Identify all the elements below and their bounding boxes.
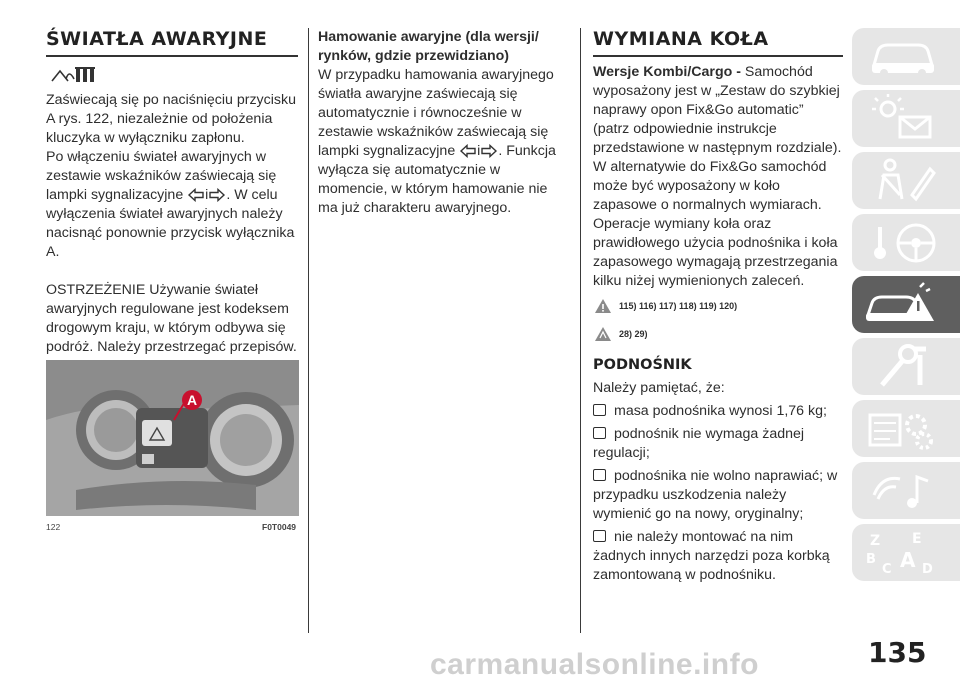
column-divider-2 <box>580 28 581 633</box>
emergency-braking-heading: Hamowanie awaryjne (dla wersji/ rynków, gdzie przewidziano) <box>318 29 539 64</box>
section-title-wheel-change: WYMIANA KOŁA <box>593 28 843 57</box>
svg-text:E: E <box>912 531 922 547</box>
wheel-change-lead: Wersje Kombi/Cargo - <box>593 64 741 80</box>
jack-intro: Należy pamiętać, że: <box>593 380 725 396</box>
warning-lights-icon <box>860 93 952 143</box>
tab-warning-lights[interactable] <box>852 90 960 147</box>
callout-label-a: A <box>186 392 198 408</box>
seatbelt-airbag-icon <box>860 155 952 205</box>
list-item-text: podnośnik nie wymaga żadnej regulacji; <box>593 426 805 461</box>
tab-safety[interactable] <box>852 152 960 209</box>
svg-text:D: D <box>922 562 933 577</box>
turn-right-arrow-icon <box>480 144 498 158</box>
dashboard-vents-illustration <box>46 360 299 516</box>
watermark: carmanualsonline.info <box>430 648 759 681</box>
checkbox-bullet-icon <box>593 404 606 416</box>
emergency-braking-and: i <box>477 143 481 159</box>
wrench-icon <box>860 341 952 391</box>
list-item-text: nie należy montować na nim żadnych innych narzędzi poza korbką zamontowaną w podnośniku. <box>593 529 830 583</box>
column-hazard-lights <box>46 28 298 357</box>
emergency-braking-paragraph-end: . Funkcja wyłącza się automatycznie w momencie, w którym hamowanie nie ma już charakteru awaryjnego. <box>318 143 556 216</box>
warning-refs-1: 115) 116) 117) 118) 119) 120) <box>619 301 738 311</box>
hazard-button-icon <box>46 65 106 87</box>
tab-index[interactable] <box>852 524 960 581</box>
steering-wheel-icon <box>860 217 952 267</box>
svg-text:Z: Z <box>870 533 881 549</box>
checkbox-bullet-icon <box>593 530 606 542</box>
column-emergency-braking <box>318 28 568 218</box>
warning-refs-row-2 <box>593 325 843 347</box>
turn-left-arrow-icon <box>459 144 477 158</box>
list-item <box>593 402 843 421</box>
figure-code: F0T0049 <box>262 522 297 532</box>
settings-gears-icon <box>860 403 952 453</box>
warning-refs-row-1 <box>593 297 843 319</box>
caution-hand-icon <box>593 325 613 343</box>
emergency-braking-paragraph <box>318 66 568 218</box>
tab-emergency[interactable] <box>852 276 960 333</box>
tab-starting-driving[interactable] <box>852 214 960 271</box>
column-divider-1 <box>308 28 309 633</box>
hazard-icon-row <box>46 61 298 91</box>
section-title-hazard-lights: ŚWIATŁA AWARYJNE <box>46 28 298 57</box>
list-item <box>593 425 843 463</box>
tab-dashboard[interactable] <box>852 28 960 85</box>
turn-right-arrow-icon <box>208 188 226 202</box>
alphabet-index-icon <box>860 527 952 577</box>
hazard-paragraph-2-start: Po włączeniu świateł awaryjnych w zestawie wskaźników zaświecają się lampki sygnalizacyjne <box>46 149 277 203</box>
hazard-switch-photo <box>46 360 299 516</box>
hazard-warning-paragraph: OSTRZEŻENIE Używanie świateł awaryjnych regulowane jest kodeksem drogowym kraju, w którym odbywa się podróż. Należy przestrzegać przepisów. <box>46 282 297 355</box>
checkbox-bullet-icon <box>593 469 606 481</box>
chapter-sidebar <box>852 28 960 586</box>
hazard-paragraph-1: Zaświecają się po naciśnięciu przycisku A rys. 122, niezależnie od położenia kluczyka w wyłączniku zapłonu. <box>46 92 296 146</box>
subsection-title-jack: PODNOŚNIK <box>593 357 692 373</box>
car-dashboard-icon <box>860 31 952 81</box>
column-wheel-change <box>593 28 843 585</box>
wheel-change-body: Samochód wyposażony jest w „Zestaw do szybkiej naprawy opon Fix&Go automatic” (patrz odpowiednie instrukcje przedstawione w następnym rozdziale). W alternatywie do Fix&Go samochód może być wyposażony w koło zapasowe o normalnych wymiarach. Operacje wymiany koła oraz prawidłowego użycia podnośnika i koła zapasowego wymagają przestrzegania kilku niżej wymienionych zaleceń. <box>593 64 842 289</box>
list-item-text: podnośnika nie wolno naprawiać; w przypadku uszkodzenia należy wymienić go na nowy, oryginalny; <box>593 468 838 522</box>
tab-multimedia[interactable] <box>852 462 960 519</box>
checkbox-bullet-icon <box>593 427 606 439</box>
hazard-paragraph-2 <box>46 148 298 262</box>
warning-refs-2: 28) 29) <box>619 329 648 339</box>
wheel-change-paragraph <box>593 63 843 291</box>
svg-text:C: C <box>882 562 892 577</box>
turn-left-arrow-icon <box>187 188 205 202</box>
hazard-paragraph-2-end: . W celu wyłączenia świateł awaryjnych należy nacisnąć ponownie przycisk wyłącznika A. <box>46 187 295 260</box>
list-item-text: masa podnośnika wynosi 1,76 kg; <box>614 403 827 419</box>
svg-text:A: A <box>900 548 916 572</box>
list-item <box>593 467 843 524</box>
tab-technical-data[interactable] <box>852 400 960 457</box>
list-item <box>593 528 843 585</box>
page-number: 135 <box>868 636 927 669</box>
breakdown-car-icon <box>860 279 952 329</box>
tab-maintenance[interactable] <box>852 338 960 395</box>
audio-note-icon <box>860 465 952 515</box>
svg-text:B: B <box>866 552 876 567</box>
hazard-paragraph-2-and: i <box>205 187 209 203</box>
figure-number: 122 <box>46 522 61 532</box>
warning-triangle-icon <box>593 297 613 315</box>
emergency-braking-paragraph-start: W przypadku hamowania awaryjnego światła awaryjne zaświecają się automatycznie i równocześnie w zestawie wskaźników zaświecają się lampki sygnalizacyjne <box>318 67 554 159</box>
